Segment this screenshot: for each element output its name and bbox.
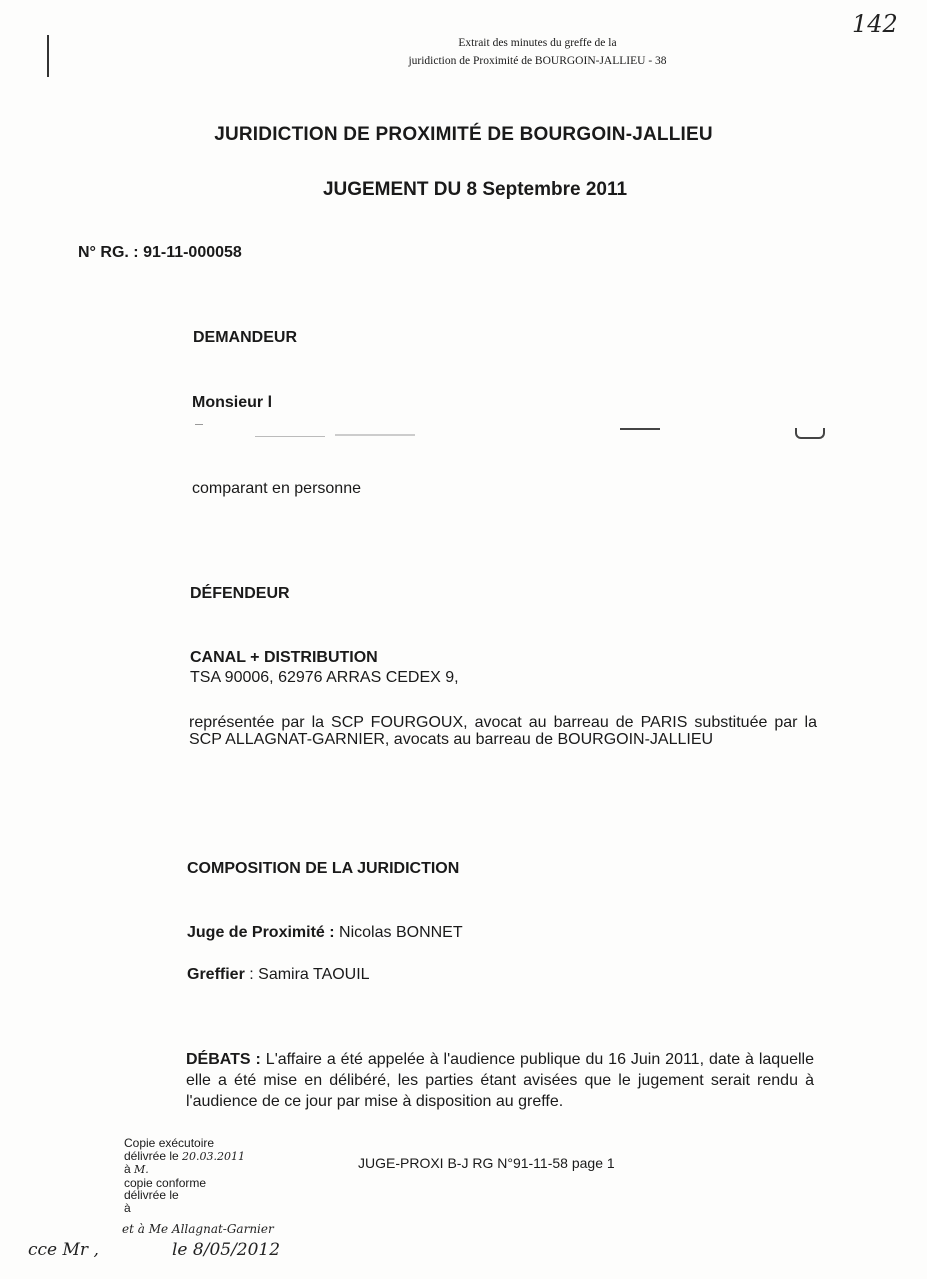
clerk-label: Greffier [187,966,245,983]
judgment-date-title: JUGEMENT DU 8 Septembre 2011 [322,179,628,200]
plaintiff-name: Monsieur l [192,394,273,411]
stamp-line3: à M. [124,1162,149,1176]
clerk-line [187,966,370,984]
header-note-line2: juridiction de Proximité de BOURGOIN-JALLIEU - 38 [408,55,667,67]
page-title: JURIDICTION DE PROXIMITÉ DE BOURGOIN-JALLIEU [214,124,713,145]
page-footer: JUGE-PROXI B-J RG N°91-11-58 page 1 [358,1155,615,1171]
handwritten-note-cce: cce Mr , [28,1240,99,1260]
stamp-line1: Copie exécutoire [124,1136,215,1150]
judge-label: Juge de Proximité : [187,924,335,941]
defendant-address: TSA 90006, 62976 ARRAS CEDEX 9, [190,669,459,686]
composition-heading: COMPOSITION DE LA JURIDICTION [187,860,460,877]
debates-paragraph [186,1049,814,1112]
handwritten-note-recipient: et à Me Allagnat-Garnier [122,1222,274,1236]
header-note [400,34,675,70]
copy-stamp [124,1137,314,1214]
stamp-line4: copie conforme [124,1175,207,1190]
judge-name: Nicolas BONNET [339,924,463,941]
debates-text: L'affaire a été appelée à l'audience publique du 16 Juin 2011, date à laquelle elle a été mise en délibéré, les parties étant avisées que le jugement serait rendu à l'audience de ce jour par mise à disposition au greffe. [186,1051,815,1110]
stamp-line6: à [124,1200,131,1215]
margin-line [47,35,49,77]
stamp-line2: délivrée le 20.03.2011 [124,1148,246,1163]
debates-label: DÉBATS : [186,1051,261,1068]
defendant-name: CANAL + DISTRIBUTION [190,649,378,666]
handwritten-note-date: le 8/05/2012 [172,1240,281,1260]
handwritten-page-number: 142 [852,10,898,38]
header-note-line1: Extrait des minutes du greffe de la [458,37,617,49]
defendant-heading: DÉFENDEUR [190,585,290,602]
stamp-line5: délivrée le [124,1188,179,1202]
judge-line [187,924,463,942]
rg-number: N° RG. : 91-11-000058 [78,244,242,261]
clerk-name: : Samira TAOUIL [249,966,370,983]
defendant-representation: représentée par la SCP FOURGOUX, avocat au barreau de PARIS substituée par la SCP ALLAGNAT-GARNIER, avocats au barreau de BOURGOIN-JALLIEU [189,714,817,748]
plaintiff-appearance: comparant en personne [192,480,361,497]
redacted-address [195,422,825,440]
plaintiff-heading: DEMANDEUR [193,329,297,346]
